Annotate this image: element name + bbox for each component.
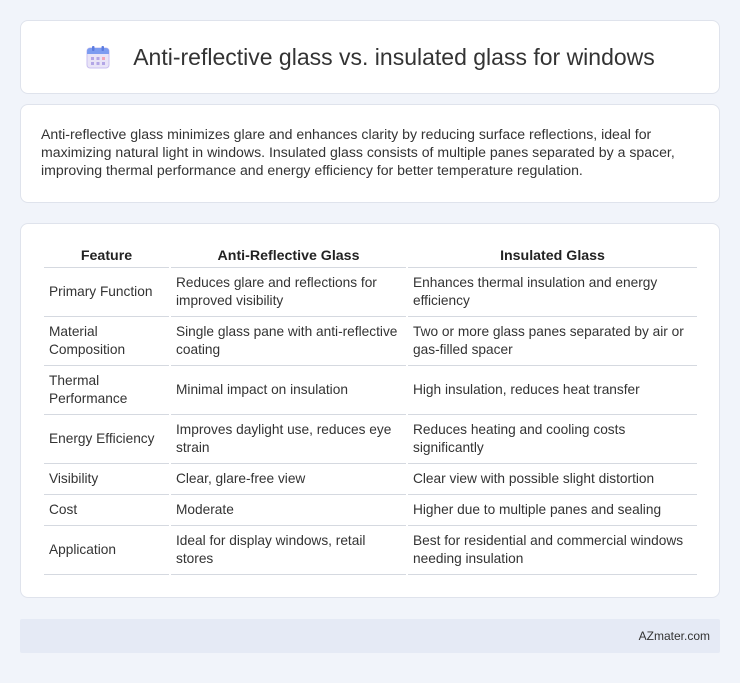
feature-cell: Primary Function [44,268,169,317]
feature-cell: Cost [44,495,169,526]
insulated-cell: Higher due to multiple panes and sealing [408,495,697,526]
anti-reflective-cell: Single glass pane with anti-reflective coating [171,317,406,366]
table-row [44,317,697,366]
insulated-cell: Best for residential and commercial windows needing insulation [408,526,697,575]
table-row [44,268,697,317]
table-row [44,415,697,464]
comparison-table [42,245,699,575]
anti-reflective-cell: Reduces glare and reflections for improved visibility [171,268,406,317]
table-header-row [44,245,697,268]
title-card [20,20,720,94]
anti-reflective-cell: Minimal impact on insulation [171,366,406,415]
feature-cell: Energy Efficiency [44,415,169,464]
table-card [20,223,720,598]
header-anti-reflective: Anti-Reflective Glass [171,245,406,268]
insulated-cell: Reduces heating and cooling costs significantly [408,415,697,464]
header-feature: Feature [44,245,169,268]
feature-cell: Material Composition [44,317,169,366]
header-insulated: Insulated Glass [408,245,697,268]
anti-reflective-cell: Moderate [171,495,406,526]
feature-cell: Application [44,526,169,575]
intro-paragraph: Anti-reflective glass minimizes glare and enhances clarity by reducing surface reflections, ideal for maximizing natural light in windows. Insulated glass consists of multiple panes separated by a spacer, improving thermal performance and energy efficiency for better temperature regulation. [41,126,675,178]
insulated-cell: Clear view with possible slight distortion [408,464,697,495]
anti-reflective-cell: Clear, glare-free view [171,464,406,495]
insulated-cell: Enhances thermal insulation and energy efficiency [408,268,697,317]
feature-cell: Thermal Performance [44,366,169,415]
footer [20,619,720,653]
anti-reflective-cell: Improves daylight use, reduces eye strain [171,415,406,464]
feature-cell: Visibility [44,464,169,495]
table-row [44,366,697,415]
insulated-cell: Two or more glass panes separated by air or gas-filled spacer [408,317,697,366]
page-title: Anti-reflective glass vs. insulated glass for windows [133,43,655,70]
table-row [44,464,697,495]
table-row [44,526,697,575]
footer-site-label[interactable]: AZmater.com [638,629,710,643]
intro-card [20,104,720,203]
table-row [44,495,697,526]
insulated-cell: High insulation, reduces heat transfer [408,366,697,415]
calendar-icon [85,44,111,70]
anti-reflective-cell: Ideal for display windows, retail stores [171,526,406,575]
